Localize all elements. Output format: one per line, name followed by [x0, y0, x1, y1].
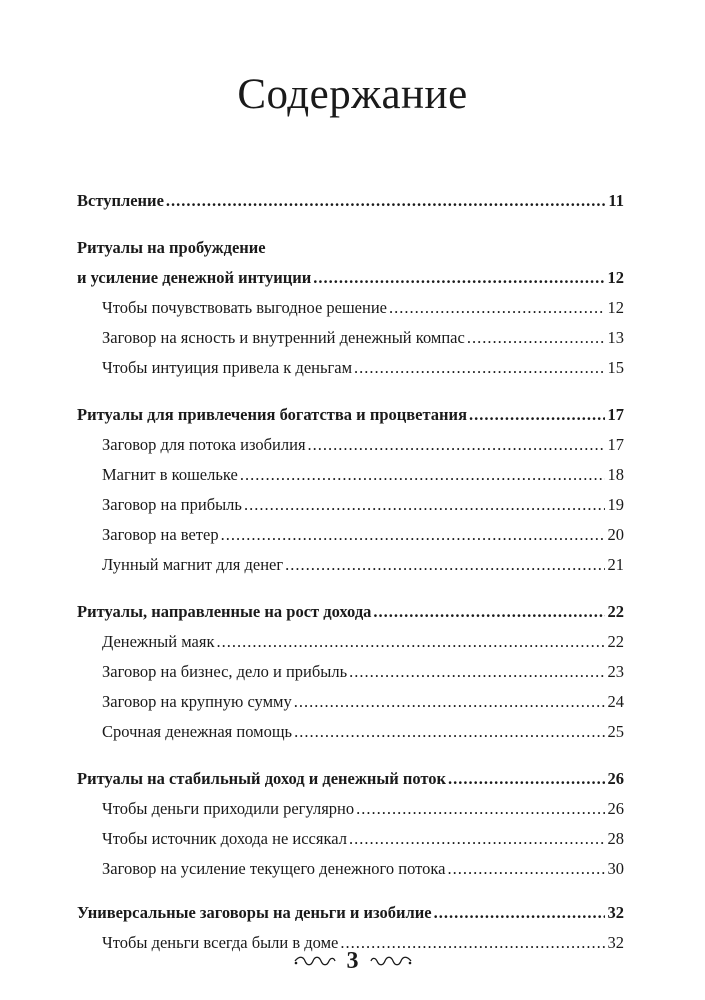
toc-item-label: Заговор на прибыль: [102, 495, 242, 514]
dot-leader: [240, 460, 605, 490]
toc-page-number: 18: [607, 465, 624, 484]
toc-page-number: 19: [607, 495, 624, 514]
toc-page-number: 28: [607, 829, 624, 848]
toc-item-label: Чтобы источник дохода не иссякал: [102, 829, 347, 848]
toc-page-number: 22: [607, 632, 624, 651]
toc-item-label: Заговор на ясность и внутренний денежный компас: [102, 328, 465, 347]
dot-leader: [294, 687, 605, 717]
page-number: 3: [346, 948, 359, 974]
toc-page-number: 30: [607, 859, 624, 878]
toc-chapter-3[interactable]: [77, 597, 624, 627]
dot-leader: [313, 263, 604, 293]
toc-item[interactable]: [77, 627, 624, 657]
right-ornament-icon: [369, 954, 413, 968]
toc-item[interactable]: [77, 460, 624, 490]
toc-page-number: 15: [607, 358, 624, 377]
toc-page-number: 32: [607, 933, 624, 952]
toc-chapter-label: Вступление: [77, 191, 164, 210]
toc-chapter-2[interactable]: [77, 400, 624, 430]
toc-page-number: 12: [607, 268, 624, 287]
toc-item[interactable]: [77, 550, 624, 580]
dot-leader: [216, 627, 604, 657]
dot-leader: [244, 490, 605, 520]
dot-leader: [285, 550, 604, 580]
toc-page-number: 26: [607, 769, 624, 788]
dot-leader: [166, 186, 606, 216]
dot-leader: [389, 293, 605, 323]
toc-item[interactable]: [77, 430, 624, 460]
toc-chapter-label: Универсальные заговоры на деньги и изобилие: [77, 903, 432, 922]
dot-leader: [448, 764, 604, 794]
toc-item-label: Заговор на бизнес, дело и прибыль: [102, 662, 348, 681]
toc-item[interactable]: [77, 490, 624, 520]
toc-page-number: 20: [607, 525, 624, 544]
toc-item-label: Заговор на крупную сумму: [102, 692, 292, 711]
toc-item-label: Заговор на усиление текущего денежного потока: [102, 859, 446, 878]
toc-chapter-label: и усиление денежной интуиции: [77, 268, 312, 287]
dot-leader: [447, 854, 604, 884]
toc-chapter-1[interactable]: [77, 263, 624, 293]
dot-leader: [294, 717, 604, 747]
toc-page-number: 17: [607, 405, 624, 424]
toc-item-label: Чтобы деньги всегда были в доме: [102, 933, 339, 952]
toc-item-label: Чтобы деньги приходили регулярно: [102, 799, 355, 818]
dot-leader: [467, 323, 605, 353]
left-ornament-icon: [293, 954, 337, 968]
toc-chapter-4[interactable]: [77, 764, 624, 794]
toc-page-number: 24: [607, 692, 624, 711]
toc-chapter-label: Ритуалы на стабильный доход и денежный поток: [77, 769, 447, 788]
toc-chapter-label: Ритуалы для привлечения богатства и процветания: [77, 405, 467, 424]
dot-leader: [308, 430, 605, 460]
toc-page-number: 21: [607, 555, 624, 574]
toc-item[interactable]: [77, 854, 624, 884]
table-of-contents: [77, 186, 624, 958]
toc-page-number: 13: [607, 328, 624, 347]
dot-leader: [349, 824, 605, 854]
toc-item-label: Срочная денежная помощь: [102, 722, 293, 741]
toc-item-label: Магнит в кошельке: [102, 465, 238, 484]
toc-item-label: Заговор на ветер: [102, 525, 219, 544]
toc-page-number: 23: [607, 662, 624, 681]
toc-chapter-intro[interactable]: [77, 186, 624, 216]
dot-leader: [349, 657, 604, 687]
toc-page-number: 26: [607, 799, 624, 818]
dot-leader: [373, 597, 604, 627]
dot-leader: [356, 794, 604, 824]
dot-leader: [469, 400, 605, 430]
toc-item[interactable]: [77, 687, 624, 717]
toc-page-number: 22: [607, 602, 624, 621]
toc-item[interactable]: [77, 293, 624, 323]
toc-item[interactable]: [77, 353, 624, 383]
toc-item-label: Заговор для потока изобилия: [102, 435, 306, 454]
toc-item[interactable]: [77, 824, 624, 854]
dot-leader: [221, 520, 605, 550]
toc-item[interactable]: [77, 794, 624, 824]
toc-chapter-label-line1: Ритуалы на пробуждение: [77, 238, 266, 257]
toc-page-number: 12: [607, 298, 624, 317]
toc-page-number: 25: [607, 722, 624, 741]
toc-page-number: 11: [608, 191, 624, 210]
toc-item-label: Чтобы почувствовать выгодное решение: [102, 298, 387, 317]
toc-item[interactable]: [77, 323, 624, 353]
page-footer: [0, 946, 705, 976]
toc-item-label: Денежный маяк: [102, 632, 215, 651]
toc-item-label: Лунный магнит для денег: [102, 555, 284, 574]
dot-leader: [354, 353, 604, 383]
toc-item[interactable]: [77, 520, 624, 550]
toc-item-label: Чтобы интуиция привела к деньгам: [102, 358, 353, 377]
toc-page-number: 32: [607, 903, 624, 922]
dot-leader: [434, 898, 605, 928]
toc-chapter-5[interactable]: [77, 898, 624, 928]
toc-chapter-label: Ритуалы, направленные на рост дохода: [77, 602, 372, 621]
toc-page-number: 17: [607, 435, 624, 454]
toc-item[interactable]: [77, 657, 624, 687]
page-title: Содержание: [237, 71, 468, 118]
toc-item[interactable]: [77, 717, 624, 747]
